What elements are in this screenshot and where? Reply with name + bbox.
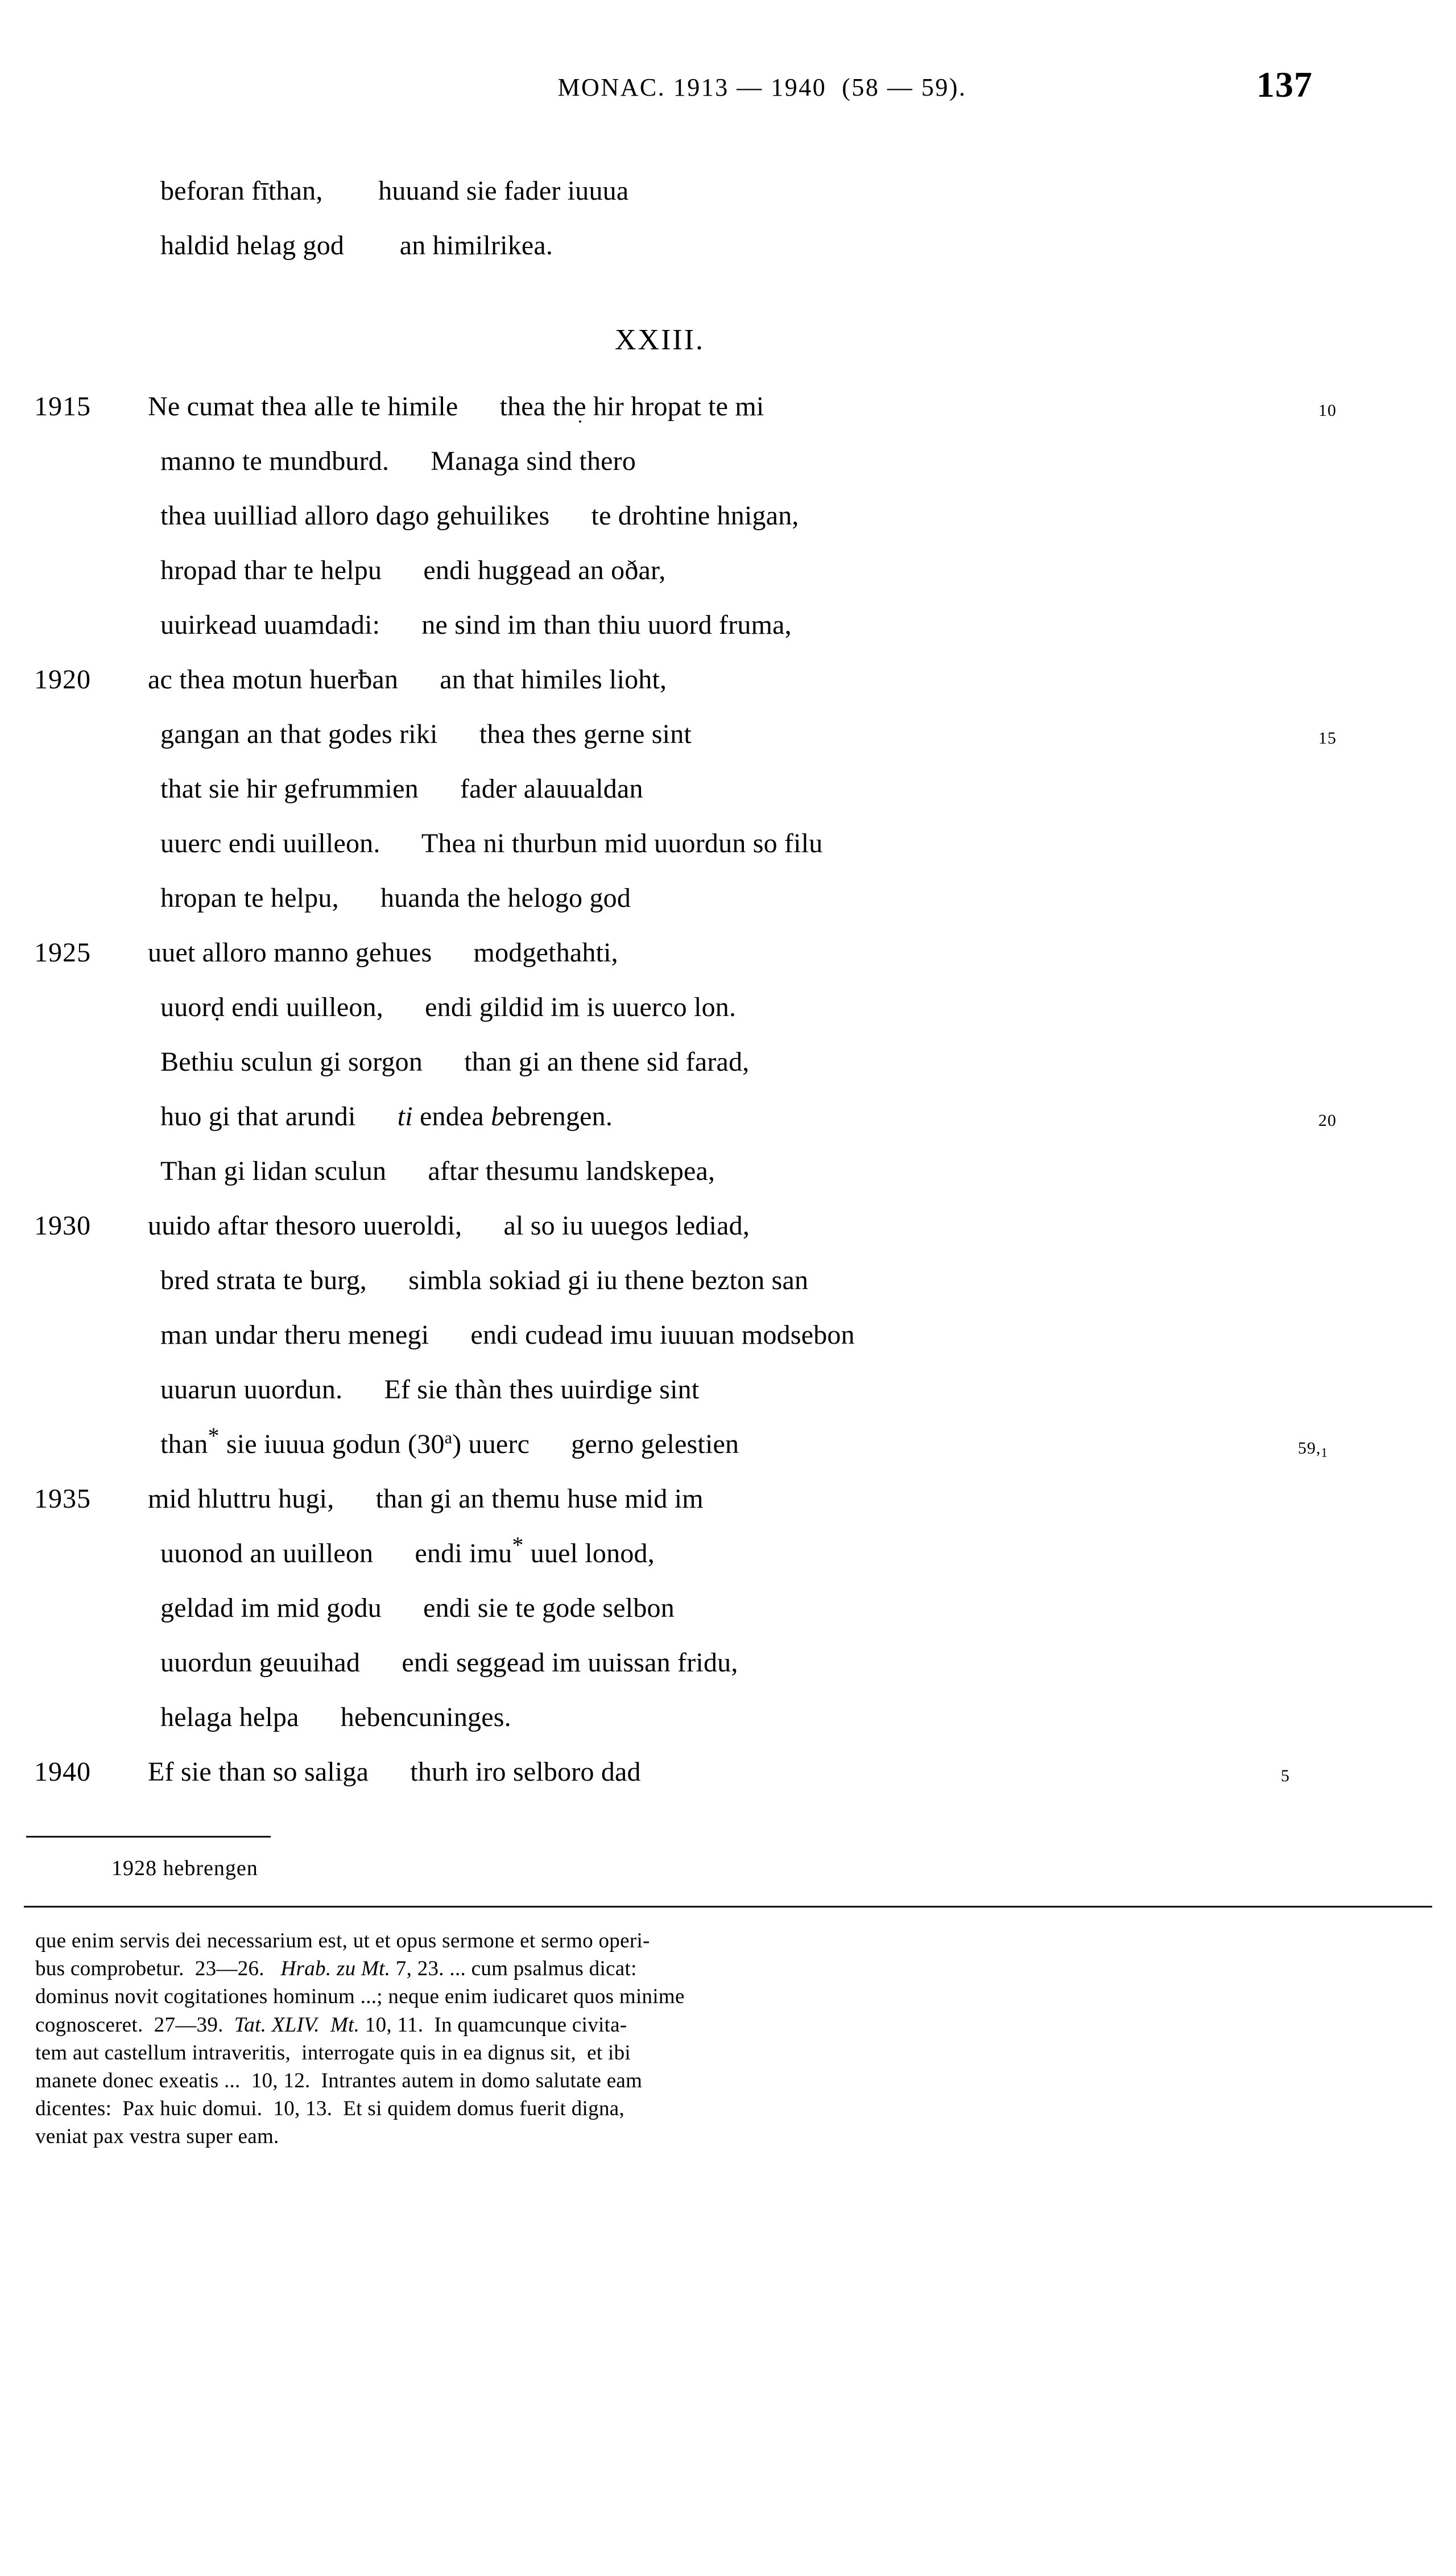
verse-line xyxy=(0,1592,1456,1647)
verse-line xyxy=(0,992,1456,1046)
verse-line xyxy=(0,230,1456,284)
verse-line-text: man undar theru menegi endi cudead imu iuuuan modsebon xyxy=(160,1320,855,1350)
verse-line-text: uuarun uuordun. Ef sie thàn thes uuirdige sint xyxy=(160,1374,700,1405)
verse-line-text: uuonod an uuilleon endi imu* uuel lonod, xyxy=(160,1532,655,1568)
margin-note: 20 xyxy=(1318,1111,1337,1130)
verse-line-text: uuido aftar thesoro uueroldi, al so iu uuegos lediad, xyxy=(148,1211,750,1241)
verse-line-text: Bethiu sculun gi sorgon than gi an thene sid farad, xyxy=(160,1047,750,1077)
apparatus-line: bus comprobetur. 23—26. Hrab. zu Mt. 7, 23. ... cum psalmus dicat: xyxy=(35,1957,637,1981)
verse-line-text: than* sie iuuua godun (30$^a$) uuerc gerno gelestien xyxy=(160,1423,739,1459)
verse-line-text: Ef sie than so saliga thurh iro selboro dad xyxy=(148,1757,641,1787)
verse-line xyxy=(0,1265,1456,1319)
verse-line xyxy=(0,937,1456,992)
verse-line xyxy=(0,1532,1456,1592)
margin-folio-reference: $59,_1$ xyxy=(1298,1439,1328,1460)
apparatus-line: veniat pax vestra super eam. xyxy=(35,2125,279,2149)
footnote-rule xyxy=(26,1836,271,1838)
verse-line-text: uuerc endi uuilleon. Thea ni thurbun mid uuordun so filu xyxy=(160,828,823,858)
verse-line xyxy=(0,445,1456,500)
verse-line xyxy=(0,175,1456,230)
verse-line xyxy=(0,1210,1456,1265)
prelude-verse-block xyxy=(0,175,1456,284)
verse-line xyxy=(0,1374,1456,1429)
verse-line xyxy=(0,609,1456,664)
verse-line xyxy=(0,500,1456,555)
section-heading: XXIII. xyxy=(614,324,705,356)
verse-line-number: 1940 xyxy=(34,1757,91,1787)
page-header xyxy=(0,64,1456,141)
margin-note: 15 xyxy=(1318,729,1337,748)
page-number: 137 xyxy=(1256,64,1313,105)
verse-line xyxy=(0,1702,1456,1756)
verse-line-text: haldid helag god an himilrikea. xyxy=(160,230,553,261)
verse-line xyxy=(0,1155,1456,1210)
apparatus-line: dominus novit cogitationes hominum ...; neque enim iudicaret quos minime xyxy=(35,1985,685,2009)
verse-line-number: 1915 xyxy=(34,391,91,422)
apparatus-line: dicentes: Pax huic domui. 10, 13. Et si quidem domus fuerit digna, xyxy=(35,2097,625,2121)
verse-line-text: thea uuilliad alloro dago gehuilikes te drohtine hnigan, xyxy=(160,501,799,531)
margin-note: 5 xyxy=(1281,1766,1290,1785)
apparatus-line: manete donec exeatis ... 10, 12. Intrantes autem in domo salutate eam xyxy=(35,2069,643,2093)
verse-line-text: hropad thar te helpu endi huggead an oðar, xyxy=(160,555,666,585)
verse-line xyxy=(0,664,1456,719)
verse-line xyxy=(0,1319,1456,1374)
verse-line xyxy=(0,719,1456,773)
verse-line-text: bred strata te burg, simbla sokiad gi iu thene bezton san xyxy=(160,1265,809,1295)
document-page xyxy=(0,64,1456,2576)
verse-line xyxy=(0,828,1456,882)
verse-line xyxy=(0,1756,1456,1811)
verse-line-text: Ne cumat thea alle te himile thea the · hir hropat te mi xyxy=(148,391,764,422)
verse-line-text: Than gi lidan sculun aftar thesumu landskepea, xyxy=(160,1156,715,1186)
apparatus-line: que enim servis dei necessarium est, ut et opus sermone et sermo operi- xyxy=(35,1929,650,1952)
verse-line-text: mid hluttru hugi, than gi an themu huse mid im xyxy=(148,1484,704,1514)
verse-line-text: huo gi that arundi ti endea bebrengen. xyxy=(160,1101,613,1132)
verse-line xyxy=(0,773,1456,828)
verse-line-text: that sie hir gefrummien fader alauualdan xyxy=(160,774,643,804)
verse-line-number: 1925 xyxy=(34,938,91,968)
verse-line xyxy=(0,391,1456,445)
running-title: MONAC. 1913 — 1940 (58 — 59). xyxy=(557,73,967,101)
margin-note: 10 xyxy=(1318,401,1337,420)
footnote-variants: 1928 hebrengen xyxy=(111,1856,258,1880)
verse-line-text: helaga helpa hebencuninges. xyxy=(160,1702,511,1732)
verse-line xyxy=(0,555,1456,609)
verse-line-text: manno te mundburd. Managa sind thero xyxy=(160,446,636,476)
verse-line xyxy=(0,1101,1456,1155)
verse-line-text: beforan fīthan, huuand sie fader iuuua xyxy=(160,176,629,206)
source-apparatus xyxy=(35,1927,1395,2151)
apparatus-line: tem aut castellum intraveritis, interrogate quis in ea dignus sit, et ibi xyxy=(35,2041,631,2065)
verse-line-text: ac thea motun huerƀan an that himiles lioht, xyxy=(148,664,667,695)
verse-line-number: 1935 xyxy=(34,1484,91,1514)
verse-line-text: uuordun geuuihad endi seggead im uuissan fridu, xyxy=(160,1648,738,1678)
verse-line-number: 1930 xyxy=(34,1211,91,1241)
apparatus-line: cognosceret. 27—39. Tat. XLIV. Mt. 10, 11. In quamcunque civita- xyxy=(35,2013,627,2037)
verse-line xyxy=(0,1483,1456,1538)
verse-line-text: uuirkead uuamdadi: ne sind im than thiu uuord fruma, xyxy=(160,610,792,640)
verse-line-number: 1920 xyxy=(34,664,91,695)
verse-line xyxy=(0,1046,1456,1101)
apparatus-rule xyxy=(24,1906,1432,1908)
verse-line-text: geldad im mid godu endi sie te gode selbon xyxy=(160,1593,675,1623)
verse-line-text: uuorḍ endi uuilleon, endi gildid im is uuerco lon. xyxy=(160,992,737,1022)
verse-line-text: uuet alloro manno gehues modgethahti, xyxy=(148,938,618,968)
verse-block xyxy=(0,391,1456,1811)
verse-line-text: gangan an that godes riki thea thes gerne sint xyxy=(160,719,692,749)
verse-line xyxy=(0,1647,1456,1702)
verse-line-text: hropan te helpu, huanda the helogo god xyxy=(160,883,631,913)
verse-line xyxy=(0,882,1456,937)
verse-line xyxy=(0,1423,1456,1483)
